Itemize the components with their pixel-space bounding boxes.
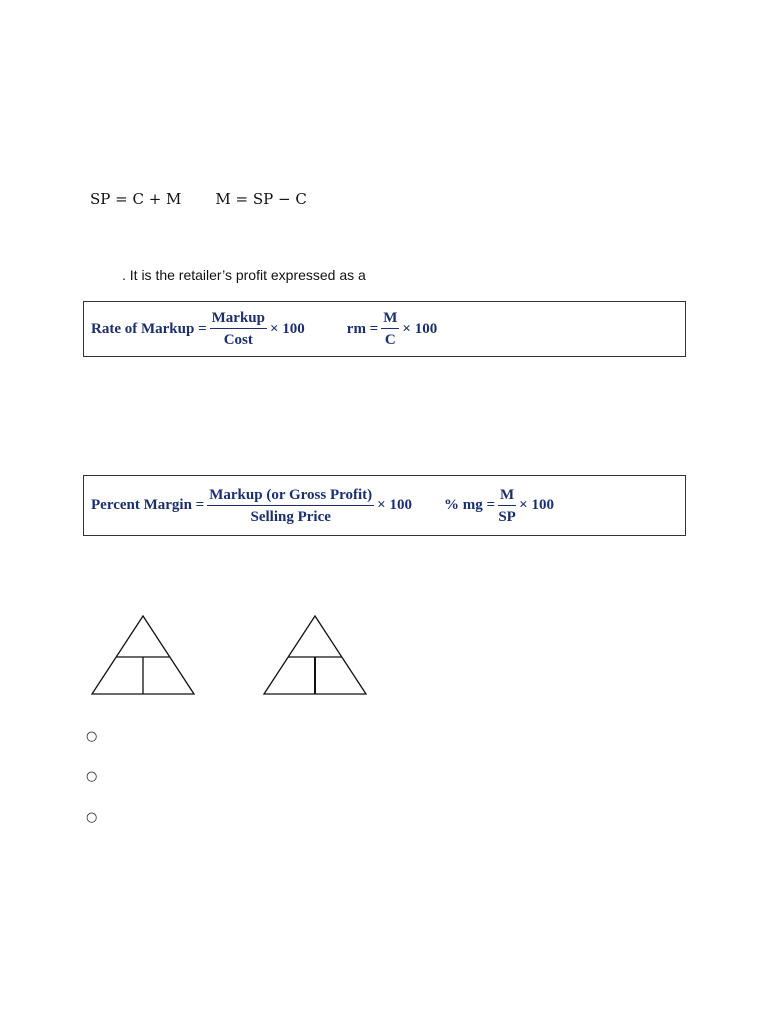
list-bullet: ○ [86, 729, 98, 744]
rm-label: rm = [346, 320, 379, 337]
fraction-denominator: C [384, 332, 396, 348]
times-hundred: × 100 [402, 320, 438, 337]
times-hundred: × 100 [519, 497, 554, 513]
list-bullet: ○ [86, 769, 98, 784]
m-over-c-fraction [381, 309, 399, 349]
times-hundred: × 100 [377, 497, 412, 513]
markup-equations [90, 190, 307, 208]
mg-label: % mg = [443, 497, 495, 513]
selling-price-equation: SP = C + M [90, 190, 182, 208]
fraction-numerator: Markup (or Gross Profit) [207, 486, 374, 506]
rate-of-markup-formula-box [83, 301, 686, 357]
fraction-numerator: M [381, 309, 399, 329]
markup-over-selling-price-fraction [207, 486, 374, 526]
percent-margin-label: Percent Margin = [91, 497, 205, 513]
percent-margin-formula-box [83, 475, 686, 536]
m-over-sp-fraction [498, 486, 516, 526]
list-bullet: ○ [86, 810, 98, 825]
markup-triangle-diagram-1 [90, 614, 196, 696]
fraction-denominator: Selling Price [250, 508, 331, 525]
rate-of-markup-sentence: . It is the retailer’s profit expressed as a [122, 267, 366, 283]
fraction-numerator: Markup [210, 309, 267, 329]
fraction-denominator: SP [498, 508, 516, 525]
fraction-denominator: Cost [223, 332, 253, 348]
fraction-numerator: M [498, 486, 516, 506]
markup-triangle-diagram-2 [262, 614, 368, 696]
rate-of-markup-label: Rate of Markup = [91, 320, 207, 337]
markup-equation: M = SP − C [215, 190, 307, 208]
markup-over-cost-fraction [210, 309, 267, 349]
times-hundred: × 100 [269, 320, 305, 337]
